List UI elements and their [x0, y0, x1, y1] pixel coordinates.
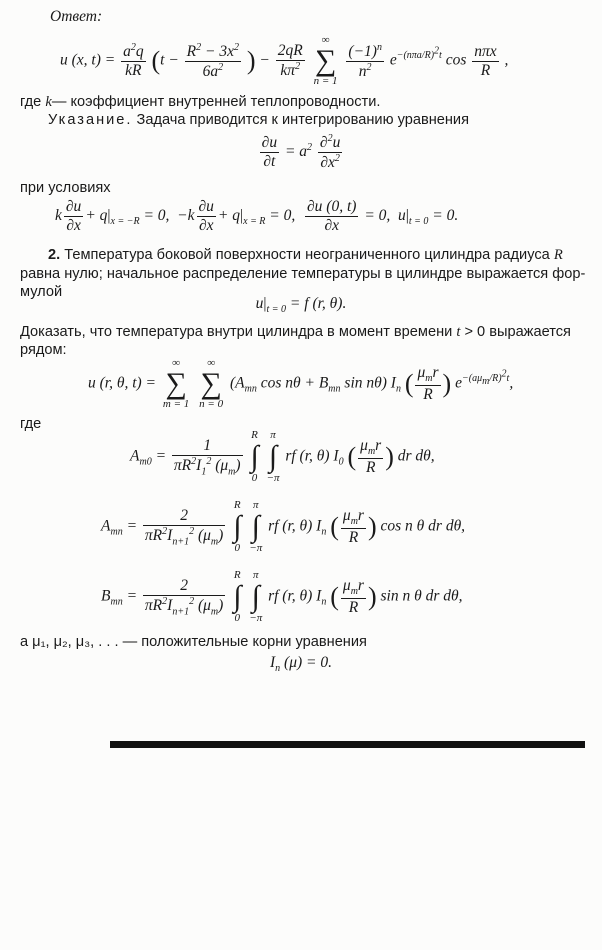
- conditions-label: при условиях: [20, 180, 111, 196]
- section-rule: [110, 741, 585, 748]
- prove-line2: рядом:: [20, 342, 67, 358]
- prove-line1: Доказать, что температура внутри цилиндра в момент времени t > 0 выражается: [20, 324, 571, 340]
- initial-condition: $u|_{t = 0} = f$ (r, θ).: [255, 295, 347, 316]
- problem-2-line2: равна нулю; начальное распределение температуры в цилиндре выражается фор-: [20, 266, 586, 282]
- hint: Указание. Задача приводится к интегрированию уравнения: [48, 112, 469, 128]
- answer-label: Ответ:: [50, 8, 103, 25]
- heat-equation: $\frac{\partial u}{\partial t}$ = $a^2$ $\frac{\partial^2u}{\partial x^2}$: [261, 133, 341, 172]
- coefficient-am0: $A_{m0}$ = $\frac{1}{\pi R^2I_1^2 (\mu_m)}$ R ∫ 0 π ∫ −π rf (r, θ) $I_0$ ( $\frac{\mu_mr}{R}$ ) dr dθ,: [130, 429, 435, 484]
- k-definition: где k— коэффициент внутренней теплопроводности.: [20, 94, 381, 110]
- equation-answer: u (x, t) = $\frac{a^2q}{kR}$ (t − $\frac{R^2 - 3x^2}{6a^2}$ ) − $\frac{2qR}{k\pi^2}$ ∞ ∑ n = 1 $\frac{(-1)^n}{n^2}$ $e^{-(n\pi a/R)^2t}$ cos $\frac{\text{nπx}}{R}$ ,: [60, 34, 509, 87]
- boundary-conditions: k $\frac{\partial u}{\partial x}$ + $q|_{x = -R} = 0$, −k $\frac{\partial u}{\partial x}$ + $q|_{x = R} = 0$, $\frac{\partial u (0, t)}{\partial x}$ = 0, $u|_{t = 0} = 0$.: [55, 198, 459, 234]
- series-equation: u (r, θ, t) = ∞ ∑ m = 1 ∞ ∑ n = 0 ($A_{mn}$ $\cos n\theta + B_{mn}$ sin nθ) $I_n$ ( $\frac{\mu_mr}{R}$ ) $e^{-(a\mu_m/R)^2t}$,: [88, 357, 514, 410]
- mu-roots-line: а μ₁, μ₂, μ₃, . . . — положительные корни уравнения: [20, 634, 367, 650]
- coefficient-amn: $A_{mn}$ = $\frac{2}{\pi R^2I_{n+1}^2 (\mu_m)}$ R ∫ 0 π ∫ −π rf (r, θ) $I_n$ ( $\frac{\mu_mr}{R}$ ) cos n θ dr dθ,: [101, 499, 466, 554]
- where-label: где: [20, 416, 42, 432]
- problem-2-line3: мулой: [20, 284, 63, 300]
- coefficient-bmn: $B_{mn}$ = $\frac{2}{\pi R^2I_{n+1}^2 (\mu_m)}$ R ∫ 0 π ∫ −π rf (r, θ) $I_n$ ( $\frac{\mu_mr}{R}$ ) sin n θ dr dθ,: [101, 569, 463, 624]
- bessel-equation: $I_n$ (μ) = 0.: [270, 654, 332, 675]
- problem-2-line1: 2. Температура боковой поверхности неограниченного цилиндра радиуса R: [48, 247, 563, 263]
